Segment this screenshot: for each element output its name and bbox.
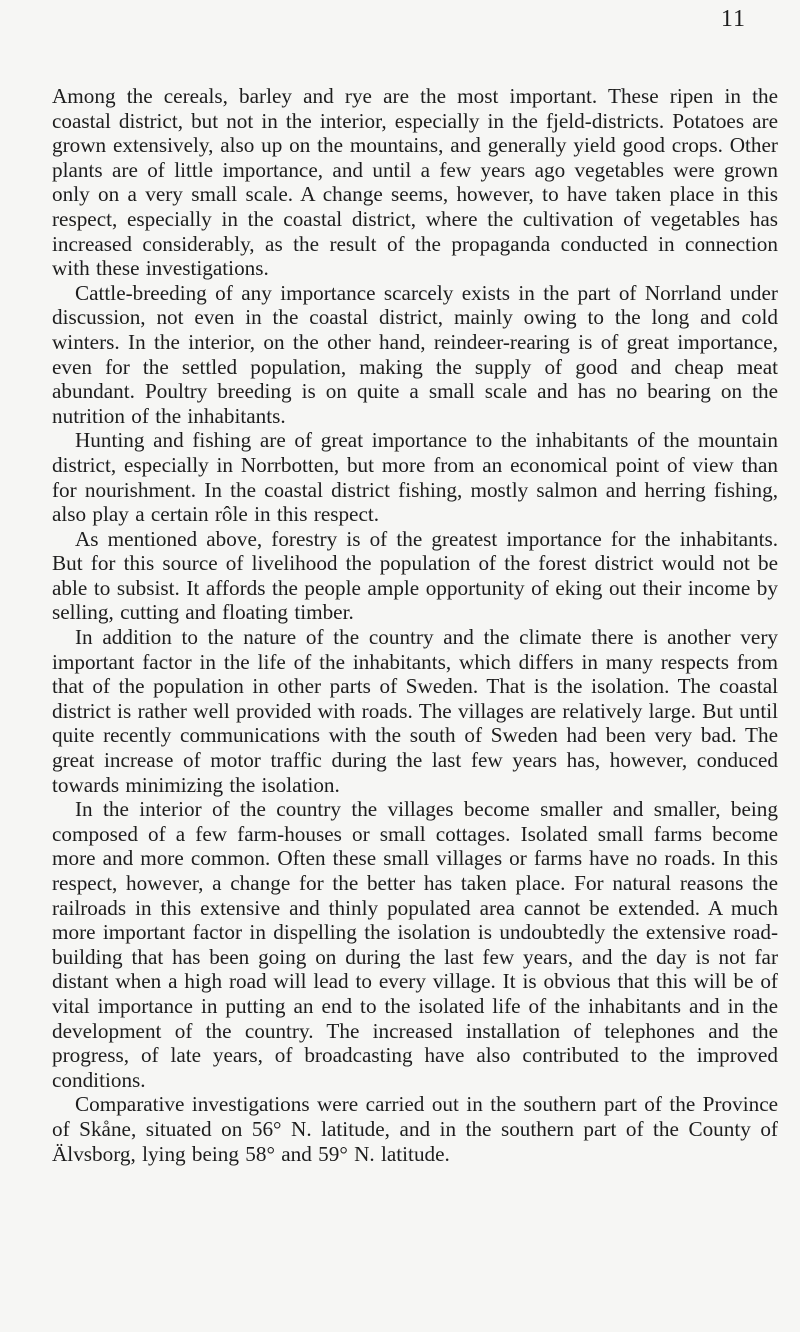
page-number: 11 <box>720 6 746 32</box>
paragraph: Cattle-breeding of any importance scarcely exists in the part of Norrland under discussion, not even in the coastal district, mainly owing to the long and cold winters. In the interior, on the other hand, reindeer-rearing is of great importance, even for the settled population, making the supply of good and cheap meat abundant. Poultry breeding is on quite a small scale and has no bearing on the nutrition of the inhabitants. <box>52 280 778 428</box>
paragraph: In the interior of the country the villages become smaller and smaller, being composed of a few farm-houses or small cottages. Isolated small farms become more and more common. Often these small villages or farms have no roads. In this respect, however, a change for the better has taken place. For natural reasons the railroads in this extensive and thinly populated area cannot be extended. A much more important factor in dispelling the isolation is undoubtedly the extensive road-building that has been going on during the last few years, and the day is not far distant when a high road will lead to every village. It is obvious that this will be of vital importance in putting an end to the isolated life of the inhabitants and in the development of the country. The increased installation of telephones and the progress, of late years, of broadcasting have also contributed to the improved conditions. <box>52 797 778 1092</box>
paragraph: In addition to the nature of the country and the climate there is another very important factor in the life of the inhabitants, which differs in many respects from that of the population in other parts of Sweden. That is the isolation. The coastal district is rather well provided with roads. The villages are relatively large. But until quite recently communications with the south of Sweden had been very bad. The great increase of motor traffic during the last few years has, however, conduced towards minimizing the isolation. <box>52 625 778 797</box>
paragraph: As mentioned above, forestry is of the greatest importance for the inhabitants. But for this source of livelihood the population of the forest district would not be able to subsist. It affords the people ample opportunity of eking out their income by selling, cutting and floating timber. <box>52 526 778 625</box>
paragraph: Hunting and fishing are of great importance to the inhabitants of the mountain district, especially in Norrbotten, but more from an economical point of view than for nourishment. In the coastal district fishing, mostly salmon and herring fishing, also play a certain rôle in this respect. <box>52 428 778 527</box>
body-text <box>52 84 778 1166</box>
paragraph: Comparative investigations were carried out in the southern part of the Province of Skåne, situated on 56° N. latitude, and in the southern part of the County of Älvsborg, lying being 58° and 59° N. latitude. <box>52 1092 778 1166</box>
paragraph: Among the cereals, barley and rye are the most important. These ripen in the coastal district, but not in the interior, especially in the fjeld-districts. Potatoes are grown extensively, also up on the mountains, and generally yield good crops. Other plants are of little importance, and until a few years ago vegetables were grown only on a very small scale. A change seems, however, to have taken place in this respect, especially in the coastal district, where the cultivation of vegetables has increased considerably, as the result of the propaganda conducted in connection with these investigations. <box>52 84 778 281</box>
